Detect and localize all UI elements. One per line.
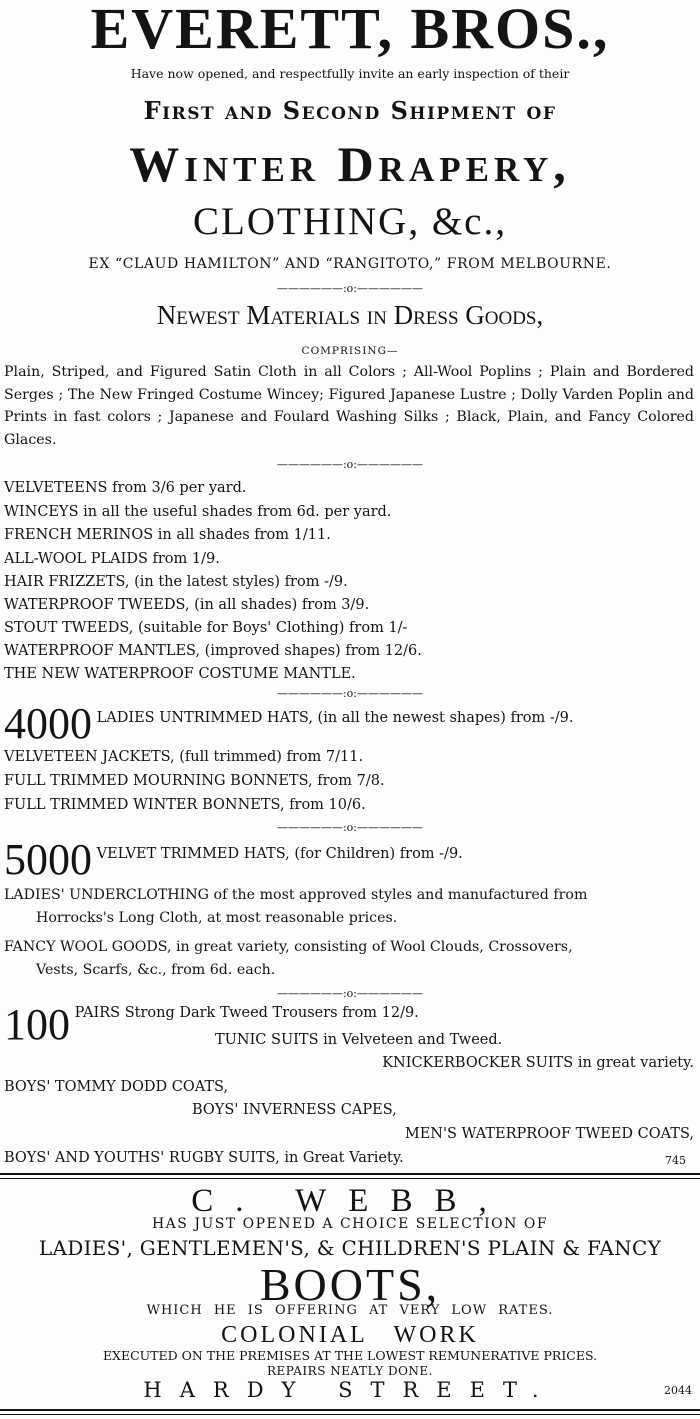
bottom-divider [0,1409,700,1411]
wool-goods-continuation: Vests, Scarfs, &c., from 6d. each. [36,962,276,978]
wool-goods-first-line: FANCY WOOL GOODS, in great variety, consisting of Wool Clouds, Crossovers, [4,939,573,955]
colonial-work-heading: COLONIAL WORK [221,1322,479,1348]
webb-opened-line: HAS JUST OPENED A CHOICE SELECTION OF [151,1216,549,1232]
tunic-suits-line: TUNIC SUITS in Velveteen and Tweed. [215,1032,503,1048]
shipment-heading: First and Second Shipment of [143,96,557,125]
list-item: FULL TRIMMED WINTER BONNETS, from 10/6. [4,797,366,813]
executed-line: EXECUTED ON THE PREMISES AT THE LOWEST REMUNERATIVE PRICES. [102,1348,598,1363]
ornament-divider: ——————:o:—————— [276,821,424,834]
list-item: WATERPROOF TWEEDS, (in all shades) from 3/9. [4,597,370,613]
section-divider [0,1173,700,1175]
intro-line: Have now opened, and respectfully invite an early inspection of their [130,66,570,81]
ornament-divider: ——————:o:—————— [276,458,424,471]
dress-goods-paragraph: Plain, Striped, and Figured Satin Cloth in all Colors ; All-Wool Poplins ; Plain and Bordered Serges ; The New Fringed Costume Wincey; Figured Japanese Lustre ; Dolly Varden Poplin and Prints in fast colors ; Japanese and Foulard Washing Silks ; Black, Plain, and Fancy Colored Glaces. [4,364,694,448]
mens-coats-line: MEN'S WATERPROOF TWEED COATS, [404,1126,694,1142]
wool-goods-item [4,936,694,982]
list-item: WINCEYS in all the useful shades from 6d. per yard. [4,504,392,520]
webb-ad-number: 2044 [664,1384,692,1397]
webb-name: C. WEBB, [191,1183,509,1219]
trousers-text: PAIRS Strong Dark Tweed Trousers from 12/9. [74,1005,419,1021]
list-item: HAIR FRIZZETS, (in the latest styles) from -/9. [4,574,348,590]
velvet-hats-count: 5000 [4,835,92,884]
list-item: WATERPROOF MANTLES, (improved shapes) from 12/6. [4,643,422,659]
hats-text: LADIES UNTRIMMED HATS, (in all the newest shapes) from -/9. [96,710,574,726]
hats-count: 4000 [4,699,92,748]
repairs-line: REPAIRS NEATLY DONE. [267,1364,433,1378]
webb-goods-line: LADIES', GENTLEMEN'S, & CHILDREN'S PLAIN & FANCY [38,1236,662,1260]
underclothing-item [4,884,694,930]
list-item: VELVETEEN JACKETS, (full trimmed) from 7/11. [4,749,364,765]
bottom-divider [0,1414,700,1415]
velvet-hats-text: VELVET TRIMMED HATS, (for Children) from -/9. [96,846,463,862]
list-item: STOUT TWEEDS, (suitable for Boys' Clothing) from 1/- [4,620,408,636]
ex-ships-line: EX “CLAUD HAMILTON” AND “RANGITOTO,” FROM MELBOURNE. [88,256,612,272]
list-item: VELVETEENS from 3/6 per yard. [4,480,247,496]
section-divider [0,1178,700,1179]
ornament-divider: ——————:o:—————— [276,687,424,700]
list-item: FRENCH MERINOS in all shades from 1/11. [4,527,331,543]
list-item: FULL TRIMMED MOURNING BONNETS, from 7/8. [4,773,385,789]
offering-line: WHICH HE IS OFFERING AT VERY LOW RATES. [146,1303,554,1318]
knickerbocker-line: KNICKERBOCKER SUITS in great variety. [382,1055,694,1071]
list-item: ALL-WOOL PLAIDS from 1/9. [4,551,220,567]
dress-goods-heading: Newest Materials in Dress Goods, [156,300,544,330]
comprising-label: COMPRISING— [301,345,399,357]
trousers-count: 100 [4,1000,70,1049]
hats-row [4,699,574,748]
drapery-heading: Winter Drapery, [129,136,571,192]
street-address: HARDY STREET. [143,1378,557,1402]
rugby-suits-line: BOYS' AND YOUTHS' RUGBY SUITS, in Great Variety. [4,1150,404,1166]
underclothing-first-line: LADIES' UNDERCLOTHING of the most approved styles and manufactured from [4,887,588,903]
ad-reference-number: 745 [665,1154,686,1167]
boots-heading: BOOTS, [259,1259,441,1310]
list-item: THE NEW WATERPROOF COSTUME MANTLE. [4,666,356,682]
ornament-divider: ——————:o:—————— [276,987,424,1000]
ornament-divider: ——————:o:—————— [276,282,424,295]
tommy-dodd-line: BOYS' TOMMY DODD COATS, [4,1079,229,1095]
masthead: EVERETT, BROS., [90,0,610,61]
clothing-heading: CLOTHING, &c., [193,200,507,243]
velvet-hats-row [4,835,463,884]
inverness-line: BOYS' INVERNESS CAPES, [192,1102,397,1118]
underclothing-continuation: Horrocks's Long Cloth, at most reasonable prices. [36,910,398,926]
